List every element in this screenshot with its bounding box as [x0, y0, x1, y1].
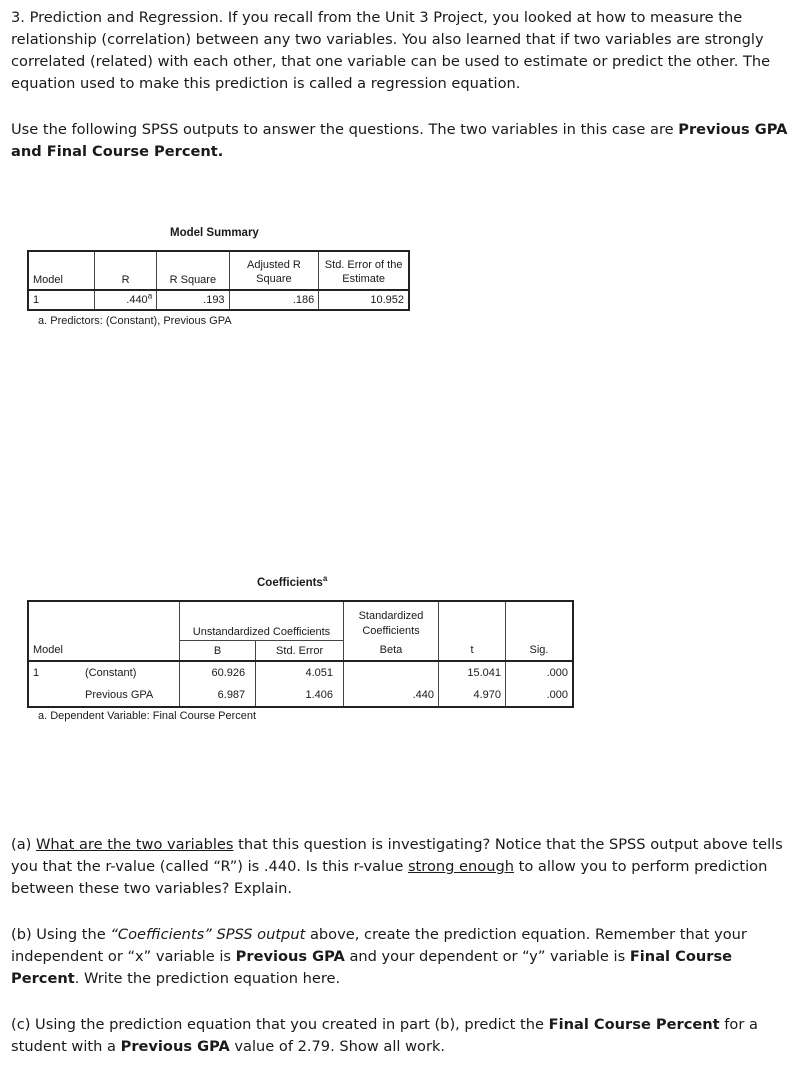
question-a-text-2: to allow you to perform prediction between these two variables? Explain.: [11, 858, 768, 897]
header-standardized: Standardized Coefficients: [344, 601, 439, 641]
cell-beta: [344, 661, 439, 684]
cell-b: 60.926: [180, 661, 256, 684]
instructions-paragraph: [11, 119, 801, 163]
coefficients-title-text: Coefficients: [257, 577, 323, 589]
coefficients-title: [257, 574, 328, 589]
question-c-bold-2: Previous GPA: [120, 1038, 230, 1055]
instructions-variables: Previous GPA and Final Course Percent.: [11, 121, 788, 160]
cell-adjusted-r-square: .186: [229, 290, 319, 310]
header-std-error-estimate: Std. Error of the Estimate: [319, 251, 409, 290]
header-b: B: [180, 641, 256, 662]
model-summary-footnote: a. Predictors: (Constant), Previous GPA: [38, 315, 232, 327]
coefficients-title-footnote-mark: a: [322, 574, 328, 584]
question-c: [11, 1014, 801, 1058]
question-a-text-1: that this question is investigating? Notice that the SPSS output above tells you that the r-value (called “R”) is .440. Is this r-value: [11, 836, 783, 875]
header-t: t: [439, 641, 506, 662]
header-sig: Sig.: [506, 641, 574, 662]
header-r: R: [95, 251, 157, 290]
question-b: [11, 924, 801, 990]
header-spacer-model: [28, 601, 81, 641]
model-summary-row: [28, 290, 409, 310]
header-r-square: R Square: [157, 251, 229, 290]
cell-r-square: .193: [157, 290, 229, 310]
cell-r-value: .440: [126, 294, 148, 306]
cell-model: 1: [33, 667, 40, 679]
header-spacer-t: [439, 601, 506, 641]
header-spacer-name: [81, 601, 180, 641]
header-model: Model: [28, 251, 95, 290]
header-unstandardized: Unstandardized Coefficients: [180, 601, 344, 641]
cell-predictor-name: (Constant): [81, 661, 180, 684]
cell-sig: .000: [546, 667, 568, 679]
cell-beta: .440: [344, 684, 439, 707]
cell-t: 4.970: [439, 684, 506, 707]
coefficients-footnote: a. Dependent Variable: Final Course Percent: [38, 710, 257, 722]
cell-r-footnote-mark: a: [147, 291, 153, 301]
header-model: Model: [28, 641, 81, 662]
cell-model: 1: [28, 290, 95, 310]
question-a: [11, 834, 801, 900]
intro-text: If you recall from the Unit 3 Project, you looked at how to measure the relationship (correlation) between any two variables. You also learned that if two variables are strongly correlated (related) with each other, that one variable can be used to estimate or predict the other. The equation used to make this prediction is called a regression equation.: [11, 9, 771, 92]
model-summary-title: Model Summary: [170, 227, 259, 239]
question-b-text-1: (b) Using the: [11, 926, 106, 943]
question-b-text-2: above, create the prediction equation. Remember that your independent or “x” variable is: [11, 926, 747, 965]
cell-std-error: 1.406: [256, 684, 344, 707]
cell-std-error-estimate: 10.952: [370, 294, 404, 306]
question-b-italic: “Coefficients” SPSS output: [110, 926, 306, 943]
cell-model: [28, 684, 81, 707]
intro-paragraph: [11, 7, 801, 95]
question-c-bold-1: Final Course Percent: [548, 1016, 720, 1033]
cell-predictor-name: Previous GPA: [81, 684, 180, 707]
question-c-text-2: for a student with a: [11, 1016, 758, 1055]
header-spacer-name-2: [81, 641, 180, 662]
question-a-underlined-2: strong enough: [407, 858, 514, 875]
coefficients-row-previous-gpa: [28, 684, 573, 707]
cell-t: 15.041: [439, 661, 506, 684]
coefficients-row-constant: [28, 661, 573, 684]
header-std-error: Std. Error: [256, 641, 344, 662]
coefficients-table: [27, 600, 574, 708]
coefficients-header-row-1: [28, 601, 573, 641]
question-a-label: (a): [11, 836, 32, 853]
header-beta: Beta: [344, 641, 439, 662]
instructions-text: Use the following SPSS outputs to answer the questions. The two variables in this case are: [11, 121, 674, 138]
header-adjusted-r-square: Adjusted R Square: [229, 251, 319, 290]
model-summary-header-row: [28, 251, 409, 290]
question-b-bold-2: Final Course Percent: [11, 948, 733, 987]
cell-r: [95, 290, 157, 310]
question-b-bold-1: Previous GPA: [235, 948, 345, 965]
question-c-text-1: (c) Using the prediction equation that you created in part (b), predict the: [11, 1016, 544, 1033]
header-spacer-sig: [506, 601, 574, 641]
intro-heading-lead: 3. Prediction and Regression.: [11, 9, 224, 26]
question-c-text-3: value of 2.79. Show all work.: [234, 1038, 446, 1055]
cell-b: 6.987: [180, 684, 256, 707]
model-summary-table: [27, 250, 410, 311]
question-a-underlined-1: What are the two variables: [35, 836, 234, 853]
cell-std-error: 4.051: [256, 661, 344, 684]
question-b-text-4: . Write the prediction equation here.: [74, 970, 341, 987]
question-b-text-3: and your dependent or “y” variable is: [349, 948, 626, 965]
coefficients-header-row-2: [28, 641, 573, 662]
cell-sig: .000: [546, 689, 568, 701]
